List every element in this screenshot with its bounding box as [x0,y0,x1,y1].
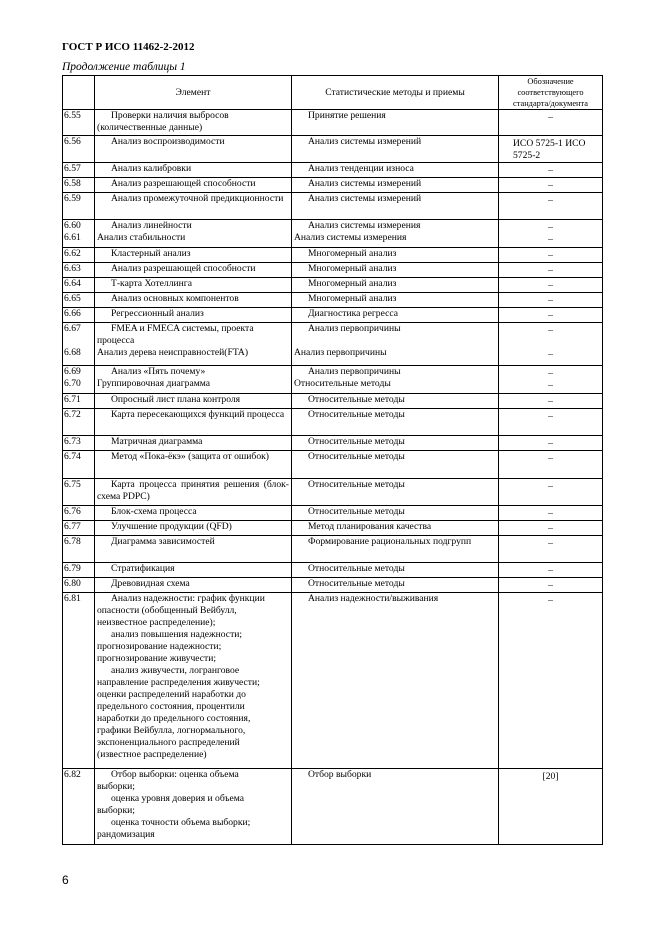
row-method-text: Диагностика регресса [308,308,398,319]
row-number-text: 6.80 [64,578,81,589]
row-number [63,394,95,409]
row-method [292,248,499,263]
table-row [63,436,603,451]
row-element [95,110,292,136]
row-method [292,193,499,220]
row-element [95,451,292,479]
row-standard [499,308,603,323]
row-standard-text: – [548,295,553,306]
row-element-text: Анализ линейности Анализ стабильности [97,220,192,243]
row-number [63,193,95,220]
row-number-text: 6.60 6.61 [64,220,81,243]
row-standard-text: – [548,481,553,492]
row-standard-text: – [548,396,553,407]
row-element [95,366,292,394]
row-element-text: Матричная диаграмма [111,436,203,447]
row-standard [499,178,603,193]
row-method [292,163,499,178]
row-method-text: Относительные методы [308,436,405,447]
row-standard-text: – [548,411,553,422]
row-element [95,536,292,563]
row-element [95,163,292,178]
row-standard-text: – [548,112,553,123]
standards-table [62,75,603,845]
row-number-text: 6.81 [64,593,81,604]
row-number [63,409,95,436]
row-standard-text: – [548,180,553,191]
row-element [95,293,292,308]
row-method [292,263,499,278]
row-number [63,178,95,193]
element-line: Отбор выборки: оценка объема [111,769,239,780]
row-standard [499,563,603,578]
row-element-text: Анализ «Пять почему» Группировочная диаграмма [97,366,211,389]
row-standard [499,193,603,220]
row-standard-text: – [548,310,553,321]
row-method [292,136,499,163]
row-element-text: Анализ разрешающей способности [111,263,256,274]
row-number-text: 6.74 [64,451,81,462]
row-number-text: 6.63 [64,263,81,274]
table-row [63,308,603,323]
table-row [63,769,603,845]
row-number [63,506,95,521]
row-method-text: Отбор выборки [308,769,372,780]
row-number-text: 6.65 [64,293,81,304]
table-row [63,136,603,163]
row-method-text: Относительные методы [308,451,405,462]
row-element-text: Анализ калибровки [111,163,192,174]
row-element [95,578,292,593]
row-method [292,394,499,409]
row-standard-text: – [548,438,553,449]
element-line: предельного состояния, процентили [97,701,245,712]
row-element-text: Анализ воспроизводимости [111,136,225,147]
row-element-text [97,769,289,841]
column-header-methods: Статистические методы и приемы [292,76,499,110]
row-standard-text: – [548,265,553,276]
row-element [95,323,292,366]
row-standard [499,110,603,136]
table-row [63,178,603,193]
row-method-text: Относительные методы [308,563,405,574]
row-method-text: Многомерный анализ [308,293,397,304]
row-standard [499,593,603,769]
row-method [292,521,499,536]
table-row [63,293,603,308]
table-row [63,451,603,479]
element-line: (известное распределение) [97,749,207,760]
row-method-text: Относительные методы [308,506,405,517]
table-row [63,110,603,136]
row-element [95,394,292,409]
row-method [292,536,499,563]
row-standard [499,136,603,163]
element-line: рандомизация [97,829,155,840]
row-element [95,136,292,163]
table-row [63,366,603,394]
row-method-text: Анализ системы измерения Анализ системы измерения [294,220,421,243]
row-element-text [97,593,289,761]
row-number [63,293,95,308]
element-line: выборки; [97,805,135,816]
table-row [63,506,603,521]
element-line: прогнозирование надежности; [97,641,222,652]
row-standard [499,366,603,394]
row-method-text: Относительные методы [308,409,405,420]
row-number [63,220,95,248]
row-number [63,536,95,563]
row-number [63,163,95,178]
row-element [95,563,292,578]
row-standard-text: – [548,508,553,519]
element-line: анализ живучести, логранговое [111,665,240,676]
row-number-text: 6.79 [64,563,81,574]
row-element [95,479,292,506]
row-standard [499,506,603,521]
row-method [292,578,499,593]
row-standard [499,578,603,593]
row-method-text: Анализ надежности/выживания [308,593,439,604]
row-standard-text: – [548,595,553,606]
row-number-text: 6.62 [64,248,81,259]
row-standard [499,769,603,845]
row-standard [499,293,603,308]
element-line: прогнозирование живучести; [97,653,217,664]
element-line: наработки до предельного состояния, [97,713,251,724]
row-number-text: 6.69 6.70 [64,366,81,389]
row-number [63,323,95,366]
row-standard [499,521,603,536]
row-method-text: Относительные методы [308,394,405,405]
row-method [292,293,499,308]
row-method [292,451,499,479]
row-standard-text: – [548,165,553,176]
row-element [95,506,292,521]
table-header-row [63,76,603,110]
row-number-text: 6.56 [64,136,81,147]
row-number [63,521,95,536]
row-method [292,506,499,521]
table-row [63,263,603,278]
row-number-text: 6.78 [64,536,81,547]
row-element-text: Диаграмма зависимостей [111,536,215,547]
row-element-text: Карта процесса принятия решения (блок-схема PDPC) [97,479,289,502]
element-line: неизвестное распределение); [97,617,216,628]
row-method [292,769,499,845]
row-element [95,193,292,220]
table-row [63,563,603,578]
row-standard-text: – [548,538,553,549]
row-element-text: Регрессионный анализ [111,308,204,319]
row-method-text: Многомерный анализ [308,278,397,289]
page-number: 6 [62,873,69,887]
row-method [292,278,499,293]
row-element [95,436,292,451]
table-row [63,248,603,263]
row-number-text: 6.67 6.68 [64,323,81,358]
row-standard-text: – [548,280,553,291]
table-row [63,193,603,220]
element-line: опасности (обобщенный Вейбулл, [97,605,237,616]
row-number-text: 6.72 [64,409,81,420]
row-number [63,451,95,479]
row-method [292,323,499,366]
element-line: выборки; [97,781,135,792]
row-number-text: 6.64 [64,278,81,289]
element-line: оценка уровня доверия и объема [111,793,244,804]
row-standard [499,436,603,451]
table-row [63,163,603,178]
row-number [63,769,95,845]
row-standard [499,248,603,263]
row-number-text: 6.57 [64,163,81,174]
row-element-text: Стратификация [111,563,175,574]
table-row [63,521,603,536]
row-method-text: Анализ тенденции износа [308,163,414,174]
row-number [63,563,95,578]
element-line: анализ повышения надежности; [111,629,243,640]
row-method-text: Анализ первопричины Относительные методы [294,366,401,389]
row-number-text: 6.82 [64,769,81,780]
row-element-text: Т-карта Хотеллинга [111,278,192,289]
row-standard-text: – [548,453,553,464]
element-line: экспоненциального распределений [97,737,240,748]
row-standard [499,394,603,409]
row-number-text: 6.59 [64,193,81,204]
row-element [95,308,292,323]
row-number [63,436,95,451]
row-standard-text: [20] [542,771,559,782]
table-row [63,479,603,506]
column-header-standard: Обозначение соответствующего стандарта/документа [499,76,603,110]
row-element-text: Анализ промежуточной предикционности [111,193,284,204]
row-element [95,220,292,248]
row-method [292,593,499,769]
row-element [95,263,292,278]
element-line: направление распределения живучести; [97,677,260,688]
table-row [63,409,603,436]
row-standard [499,278,603,293]
row-standard-text: – – [548,222,553,245]
element-line: оценки распределений наработки до [97,689,246,700]
row-standard [499,163,603,178]
element-line: оценка точности объема выборки; [111,817,251,828]
row-element-text: Метод «Пока-ёкэ» (защита от ошибок) [111,451,269,462]
table-body [63,110,603,845]
row-number-text: 6.55 [64,110,81,121]
row-element [95,769,292,845]
element-line: Анализ надежности: график функции [111,593,265,604]
row-method-text: Метод планирования качества [308,521,432,532]
row-method [292,563,499,578]
row-method-text: Принятие решения [308,110,386,121]
document-header: ГОСТ Р ИСО 11462-2-2012 [62,41,195,53]
row-standard-text: – [548,565,553,576]
row-number [63,479,95,506]
row-element-text: FMEA и FMECA системы, проекта процесса Анализ дерева неисправностей(FTA) [97,323,254,358]
row-element-text: Блок-схема процесса [111,506,197,517]
row-element-text: Улучшение продукции (QFD) [111,521,232,532]
row-standard [499,409,603,436]
row-number-text: 6.58 [64,178,81,189]
row-standard-text: – [548,250,553,261]
row-number-text: 6.75 [64,479,81,490]
row-method [292,436,499,451]
row-method-text: Относительные методы [308,578,405,589]
table-row [63,220,603,248]
row-element [95,278,292,293]
table-row [63,278,603,293]
row-element [95,593,292,769]
row-element [95,248,292,263]
table-row [63,578,603,593]
row-standard [499,323,603,366]
row-method [292,308,499,323]
element-line: графики Вейбулла, логнормального, [97,725,246,736]
row-standard [499,451,603,479]
row-method [292,366,499,394]
row-number [63,593,95,769]
row-element-text: Проверки наличия выбросов (количественные данные) [97,110,229,133]
row-element-text: Древовидная схема [111,578,190,589]
row-number [63,136,95,163]
row-number [63,578,95,593]
row-number [63,110,95,136]
row-method [292,110,499,136]
row-element-text: Анализ основных компонентов [111,293,239,304]
row-element [95,178,292,193]
row-element-text: Кластерный анализ [111,248,191,259]
row-number [63,308,95,323]
row-method [292,178,499,193]
row-number [63,366,95,394]
row-element-text: Карта пересекающихся функций процесса [111,409,285,420]
row-standard [499,220,603,248]
table-row [63,394,603,409]
row-method-text: Относительные методы [308,479,405,490]
row-standard-text: – [548,523,553,534]
row-method [292,479,499,506]
row-standard [499,479,603,506]
row-element [95,409,292,436]
column-header-element: Элемент [95,76,292,110]
row-number [63,278,95,293]
row-element-text: Анализ разрешающей способности [111,178,256,189]
row-element-text: Опросный лист плана контроля [111,394,241,405]
row-method-text: Формирование рациональных подгрупп [308,536,472,547]
row-number-text: 6.77 [64,521,81,532]
table-caption: Продолжение таблицы 1 [62,61,186,73]
row-standard-text: – – [548,325,553,360]
row-standard-text: – [548,195,553,206]
row-standard-text: – – [548,368,553,391]
row-number-text: 6.73 [64,436,81,447]
row-method-text: Анализ системы измерений [308,193,422,204]
row-number-text: 6.76 [64,506,81,517]
row-element [95,521,292,536]
table-row [63,536,603,563]
row-standard [499,536,603,563]
column-header-number [63,76,95,110]
table-row [63,593,603,769]
row-method-text: Многомерный анализ [308,263,397,274]
row-standard-text: ИСО 5725-1 ИСО 5725-2 [513,138,586,161]
row-number [63,248,95,263]
row-number [63,263,95,278]
row-number-text: 6.66 [64,308,81,319]
row-method-text: Многомерный анализ [308,248,397,259]
row-method-text: Анализ первопричины Анализ первопричины [294,323,401,358]
row-method [292,220,499,248]
row-method-text: Анализ системы измерений [308,136,422,147]
row-number-text: 6.71 [64,394,81,405]
table-row [63,323,603,366]
row-method [292,409,499,436]
row-standard-text: – [548,580,553,591]
row-standard [499,263,603,278]
row-method-text: Анализ системы измерений [308,178,422,189]
